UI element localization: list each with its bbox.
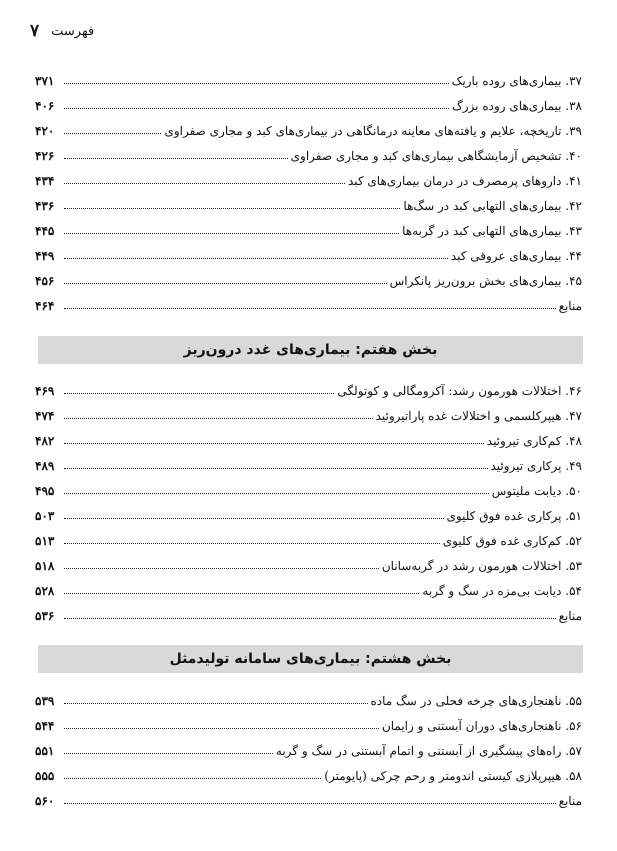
dot-leader: [64, 83, 449, 84]
toc-entry-page: ۴۷۴: [35, 409, 55, 423]
toc-entry-page: ۵۲۸: [35, 584, 55, 598]
toc-entry[interactable]: [35, 572, 582, 597]
dot-leader: [64, 703, 368, 704]
toc-entry-page: ۵۵۵: [35, 769, 55, 783]
toc-entry[interactable]: [35, 162, 582, 187]
toc-entry-page: ۴۰۶: [35, 99, 55, 113]
toc-entry-page: ۴۳۶: [35, 199, 55, 213]
toc-entry-title: ۵۲. کم‌کاری غده فوق کلیوی: [442, 534, 582, 548]
toc-entry-title: ۳۹. تاریخچه، علایم و یافته‌های معاینه درمانگاهی در بیماری‌های کبد و مجاری صفراوی: [164, 124, 582, 138]
toc-entry-page: ۴۴۵: [35, 224, 55, 238]
toc-entry-page: ۴۴۹: [35, 249, 55, 263]
toc-entry-title: ۴۳. بیماری‌های التهابی کبد در گربه‌ها: [402, 224, 582, 238]
toc-entry-page: ۴۶۴: [35, 299, 55, 313]
toc-entry[interactable]: [35, 237, 582, 262]
dot-leader: [64, 418, 373, 419]
toc-entry-title: ۵۰. دیابت ملیتوس: [491, 484, 582, 498]
toc-entry-page: ۴۶۹: [35, 384, 55, 398]
toc-entry-page: ۵۳۹: [35, 694, 55, 708]
toc-entry[interactable]: [35, 757, 582, 782]
toc-entry[interactable]: [35, 372, 582, 397]
toc-entry-page: ۵۰۳: [35, 509, 55, 523]
toc-entry[interactable]: [35, 497, 582, 522]
toc-entry[interactable]: [35, 782, 582, 807]
dot-leader: [64, 468, 488, 469]
toc-entry-title: ۴۲. بیماری‌های التهابی کبد در سگ‌ها: [403, 199, 582, 213]
toc-entry-title: ۵۴. دیابت بی‌مزه در سگ و گربه: [422, 584, 582, 598]
dot-leader: [64, 543, 440, 544]
dot-leader: [64, 183, 345, 184]
header-title: فهرست: [51, 23, 95, 39]
toc-entry-page: ۳۷۱: [35, 74, 55, 88]
toc-entry-title: ۴۶. اختلالات هورمون رشد: آکرومگالی و کوتولگی: [337, 384, 582, 398]
dot-leader: [64, 443, 484, 444]
page-header: [30, 18, 587, 44]
toc-entry-page: ۴۳۴: [35, 174, 55, 188]
toc-entry[interactable]: [35, 597, 582, 622]
toc-entry[interactable]: [35, 62, 582, 87]
dot-leader: [64, 593, 419, 594]
toc-group-3: [35, 682, 582, 807]
dot-leader: [64, 778, 321, 779]
dot-leader: [64, 208, 400, 209]
toc-entry-title: ۴۰. تشخیص آزمایشگاهی بیماری‌های کبد و مجاری صفراوی: [290, 149, 582, 163]
toc-entry[interactable]: [35, 137, 582, 162]
dot-leader: [64, 283, 387, 284]
dot-leader: [64, 393, 334, 394]
toc-entry-title: ۵۱. پرکاری غده فوق کلیوی: [446, 509, 582, 523]
toc-entry-title: ۵۷. راه‌های پیشگیری از آبستنی و اتمام آبستنی در سگ و گربه: [275, 744, 582, 758]
toc-entry-page: ۵۱۳: [35, 534, 55, 548]
toc-entry[interactable]: [35, 447, 582, 472]
dot-leader: [64, 618, 556, 619]
toc-entry-title: ۴۷. هیپرکلسمی و اختلالات غده پاراتیروئید: [375, 409, 582, 423]
toc-entry-page: ۴۵۶: [35, 274, 55, 288]
toc-entry-title: ۴۱. داروهای پرمصرف در درمان بیماری‌های کبد: [347, 174, 582, 188]
toc-entry-page: ۴۲۰: [35, 124, 55, 138]
dot-leader: [64, 233, 399, 234]
toc-entry-title: منابع: [558, 609, 582, 623]
toc-entry[interactable]: [35, 262, 582, 287]
toc-entry-page: ۴۹۵: [35, 484, 55, 498]
toc-group-2: [35, 372, 582, 622]
page-number: ۷: [30, 21, 40, 41]
section-heading-8: [38, 645, 583, 673]
toc-entry-title: ۵۳. اختلالات هورمون رشد در گربه‌سانان: [381, 559, 582, 573]
dot-leader: [64, 803, 556, 804]
toc-entry[interactable]: [35, 112, 582, 137]
toc-entry-page: ۵۵۱: [35, 744, 55, 758]
toc-entry-title: ۵۶. ناهنجاری‌های دوران آبستنی و زایمان: [381, 719, 582, 733]
toc-entry-title: ۴۹. پرکاری تیروئید: [490, 459, 582, 473]
section-title: بخش هشتم: بیماری‌های سامانه تولیدمثل: [169, 651, 452, 667]
toc-entry[interactable]: [35, 422, 582, 447]
toc-entry-page: ۵۳۶: [35, 609, 55, 623]
dot-leader: [64, 493, 489, 494]
toc-entry[interactable]: [35, 732, 582, 757]
dot-leader: [64, 518, 444, 519]
section-title: بخش هفتم: بیماری‌های غدد درون‌ریز: [183, 342, 438, 358]
toc-entry[interactable]: [35, 682, 582, 707]
toc-entry[interactable]: [35, 187, 582, 212]
toc-entry[interactable]: [35, 397, 582, 422]
toc-entry[interactable]: [35, 212, 582, 237]
toc-entry-title: ۳۷. بیماری‌های روده باریک: [451, 74, 582, 88]
toc-entry-title: منابع: [558, 299, 582, 313]
dot-leader: [64, 108, 449, 109]
dot-leader: [64, 158, 288, 159]
section-heading-7: [38, 336, 583, 364]
toc-entry[interactable]: [35, 707, 582, 732]
dot-leader: [64, 728, 379, 729]
toc-entry-title: ۵۵. ناهنجاری‌های چرخه فحلی در سگ ماده: [370, 694, 582, 708]
toc-entry-page: ۴۸۲: [35, 434, 55, 448]
toc-entry-title: ۴۵. بیماری‌های بخش برون‌ریز پانکراس: [389, 274, 582, 288]
dot-leader: [64, 568, 379, 569]
toc-entry-title: ۵۸. هیپرپلازی کیستی اندومتر و رحم چرکی (پایومتر): [324, 769, 582, 783]
toc-entry[interactable]: [35, 547, 582, 572]
toc-entry-page: ۴۲۶: [35, 149, 55, 163]
toc-entry-page: ۵۴۴: [35, 719, 55, 733]
toc-entry[interactable]: [35, 472, 582, 497]
toc-entry-page: ۵۱۸: [35, 559, 55, 573]
dot-leader: [64, 753, 273, 754]
toc-entry[interactable]: [35, 87, 582, 112]
toc-entry-title: ۴۴. بیماری‌های عروقی کبد: [450, 249, 582, 263]
toc-entry[interactable]: [35, 287, 582, 312]
toc-group-1: [35, 62, 582, 312]
toc-entry-page: ۴۸۹: [35, 459, 55, 473]
toc-entry-title: منابع: [558, 794, 582, 808]
toc-entry-title: ۳۸. بیماری‌های روده بزرگ: [452, 99, 582, 113]
dot-leader: [64, 308, 556, 309]
toc-entry-title: ۴۸. کم‌کاری تیروئید: [486, 434, 582, 448]
dot-leader: [64, 258, 448, 259]
toc-entry[interactable]: [35, 522, 582, 547]
dot-leader: [64, 133, 161, 134]
toc-entry-page: ۵۶۰: [35, 794, 55, 808]
